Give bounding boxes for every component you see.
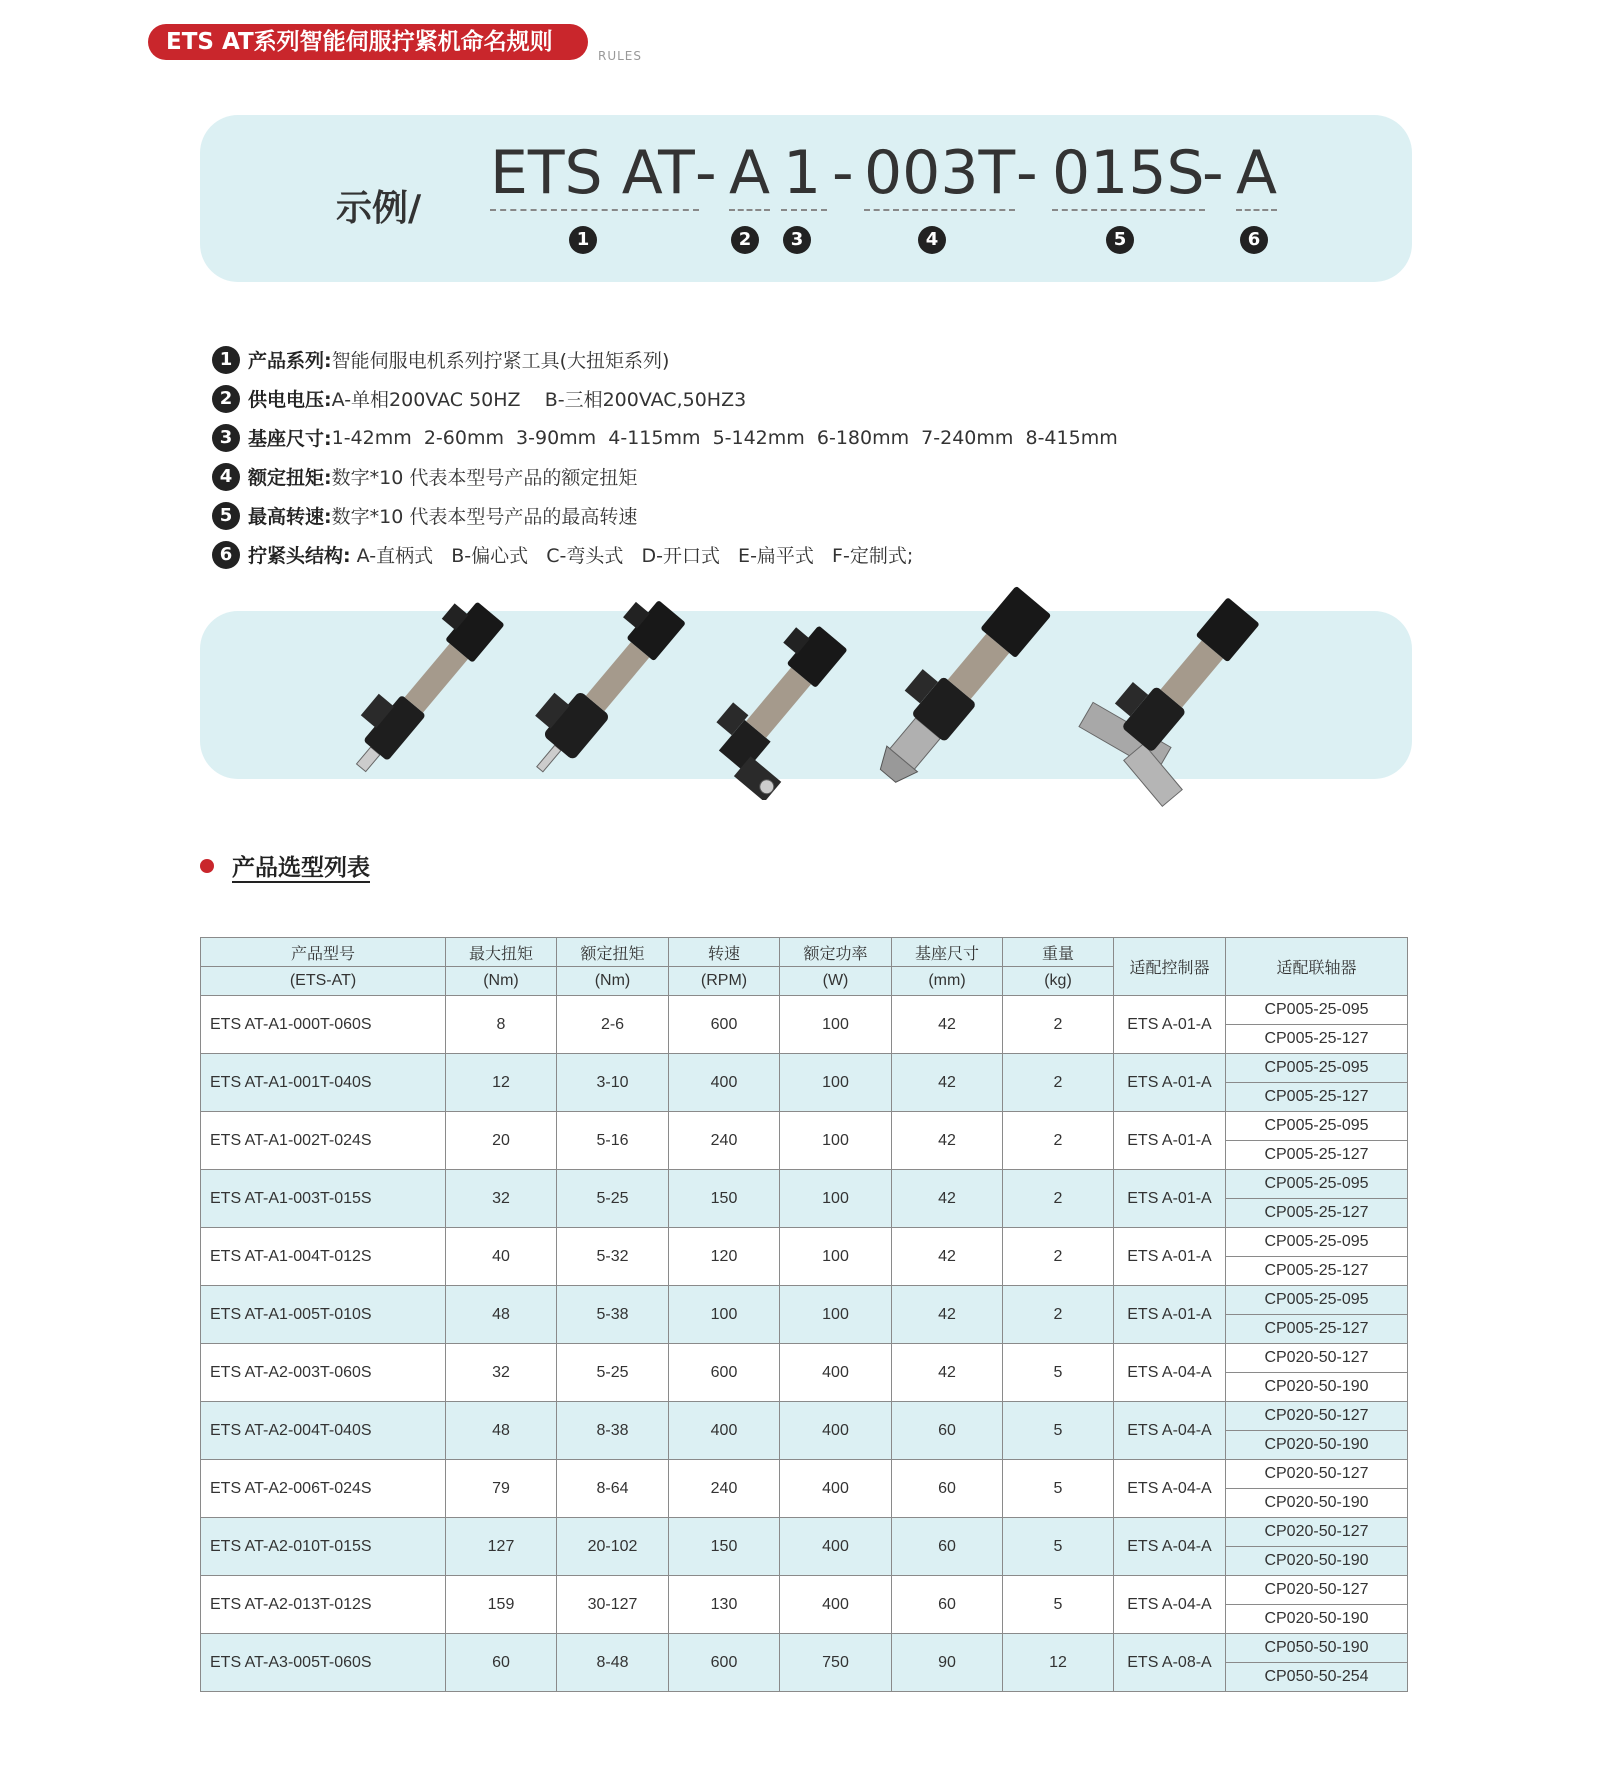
cell-controller: ETS A-04-A [1114,1460,1226,1518]
cell-weight: 5 [1003,1576,1114,1634]
cell-model: ETS AT-A1-000T-060S [201,996,446,1054]
table-header [201,938,1408,996]
cell-model: ETS AT-A1-004T-012S [201,1228,446,1286]
cell-base-size: 42 [892,1228,1003,1286]
cell-speed: 240 [669,1460,780,1518]
definition-item [212,379,1118,418]
cell-max-torque: 8 [446,996,557,1054]
page-title-banner [148,24,588,60]
cell-speed: 400 [669,1054,780,1112]
definition-value: A-直柄式 B-偏心式 C-弯头式 D-开口式 E-扁平式 F-定制式; [350,545,914,567]
cell-base-size: 60 [892,1576,1003,1634]
cell-coupling: CP020-50-190 [1226,1373,1408,1402]
cell-power: 100 [780,1112,892,1170]
cell-model: ETS AT-A1-005T-010S [201,1286,446,1344]
definition-number: 5 [212,502,240,530]
cell-model: ETS AT-A1-003T-015S [201,1170,446,1228]
cell-controller: ETS A-01-A [1114,996,1226,1054]
cell-base-size: 42 [892,1054,1003,1112]
definition-key: 产品系列: [248,350,332,372]
marker-5: 5 [1106,226,1134,254]
cell-base-size: 42 [892,996,1003,1054]
definition-number: 2 [212,385,240,413]
definition-item [212,457,1118,496]
cell-power: 100 [780,1228,892,1286]
cell-coupling: CP005-25-095 [1226,1286,1408,1315]
cell-max-torque: 127 [446,1518,557,1576]
definition-value: 1-42mm 2-60mm 3-90mm 4-115mm 5-142mm 6-180mm 7-240mm 8-415mm [331,426,1118,449]
table-row [201,1054,1408,1083]
cell-speed: 240 [669,1112,780,1170]
cell-weight: 5 [1003,1518,1114,1576]
cell-power: 400 [780,1576,892,1634]
cell-max-torque: 79 [446,1460,557,1518]
definition-number: 6 [212,541,240,569]
cell-power: 400 [780,1460,892,1518]
definition-key: 拧紧头结构: [248,545,351,567]
cell-weight: 2 [1003,1112,1114,1170]
cell-weight: 2 [1003,1286,1114,1344]
cell-rated-torque: 20-102 [557,1518,669,1576]
header-power-top: 额定功率 [780,938,892,967]
code-part-voltage: A [729,138,770,208]
rules-subtitle: RULES [598,49,643,63]
definition-key: 供电电压: [248,389,332,411]
cell-weight: 5 [1003,1460,1114,1518]
cell-rated-torque: 5-16 [557,1112,669,1170]
cell-max-torque: 159 [446,1576,557,1634]
cell-coupling: CP005-25-127 [1226,1315,1408,1344]
cell-speed: 400 [669,1402,780,1460]
header-rated-torque-top: 额定扭矩 [557,938,669,967]
cell-coupling: CP005-25-127 [1226,1025,1408,1054]
cell-base-size: 42 [892,1112,1003,1170]
code-part-base: 1 [783,138,821,208]
cell-model: ETS AT-A2-004T-040S [201,1402,446,1460]
cell-base-size: 42 [892,1344,1003,1402]
cell-speed: 100 [669,1286,780,1344]
definition-value: 数字*10 代表本型号产品的额定扭矩 [331,467,638,489]
definition-key: 额定扭矩: [248,467,332,489]
table-row [201,1170,1408,1199]
cell-coupling: CP005-25-127 [1226,1199,1408,1228]
cell-coupling: CP020-50-127 [1226,1460,1408,1489]
cell-coupling: CP005-25-095 [1226,996,1408,1025]
cell-base-size: 60 [892,1402,1003,1460]
code-part-head: A [1236,138,1277,208]
code-separator: - [1016,138,1038,208]
code-separator: - [832,138,854,208]
definition-key: 基座尺寸: [248,428,332,450]
cell-weight: 2 [1003,996,1114,1054]
table-row [201,1112,1408,1141]
table-row [201,1228,1408,1257]
code-separator: - [1202,138,1224,208]
cell-base-size: 90 [892,1634,1003,1692]
cell-model: ETS AT-A2-010T-015S [201,1518,446,1576]
tool-flat-image [1040,575,1280,815]
table-header-row [201,938,1408,967]
table-row [201,1634,1408,1663]
code-part-speed: 015S [1052,138,1205,208]
cell-speed: 600 [669,1634,780,1692]
header-rated-torque-unit: (Nm) [557,967,669,996]
cell-controller: ETS A-04-A [1114,1576,1226,1634]
cell-rated-torque: 30-127 [557,1576,669,1634]
cell-rated-torque: 2-6 [557,996,669,1054]
cell-speed: 150 [669,1170,780,1228]
cell-max-torque: 12 [446,1054,557,1112]
cell-coupling: CP020-50-190 [1226,1547,1408,1576]
cell-coupling: CP005-25-095 [1226,1112,1408,1141]
cell-coupling: CP020-50-127 [1226,1576,1408,1605]
cell-power: 750 [780,1634,892,1692]
table-body [201,996,1408,1692]
cell-coupling: CP020-50-127 [1226,1402,1408,1431]
cell-base-size: 60 [892,1518,1003,1576]
cell-coupling: CP005-25-095 [1226,1228,1408,1257]
cell-max-torque: 48 [446,1402,557,1460]
cell-speed: 130 [669,1576,780,1634]
header-power-unit: (W) [780,967,892,996]
cell-coupling: CP020-50-190 [1226,1431,1408,1460]
cell-rated-torque: 8-38 [557,1402,669,1460]
table-row [201,1286,1408,1315]
cell-base-size: 42 [892,1286,1003,1344]
definition-item [212,418,1118,457]
cell-controller: ETS A-04-A [1114,1518,1226,1576]
definition-key: 最高转速: [248,506,332,528]
naming-definitions [212,340,1118,574]
cell-model: ETS AT-A2-006T-024S [201,1460,446,1518]
cell-controller: ETS A-04-A [1114,1344,1226,1402]
cell-controller: ETS A-01-A [1114,1112,1226,1170]
table-row [201,1402,1408,1431]
cell-speed: 120 [669,1228,780,1286]
cell-coupling: CP050-50-254 [1226,1663,1408,1692]
cell-max-torque: 60 [446,1634,557,1692]
cell-speed: 600 [669,996,780,1054]
header-speed-unit: (RPM) [669,967,780,996]
page-title: ETS AT系列智能伺服拧紧机命名规则 [166,29,553,55]
definition-number: 4 [212,463,240,491]
cell-coupling: CP020-50-127 [1226,1518,1408,1547]
cell-rated-torque: 5-25 [557,1344,669,1402]
code-separator: - [695,138,717,208]
cell-max-torque: 32 [446,1344,557,1402]
cell-coupling: CP020-50-190 [1226,1489,1408,1518]
header-weight-top: 重量 [1003,938,1114,967]
code-part-torque: 003T [864,138,1015,208]
cell-rated-torque: 5-32 [557,1228,669,1286]
cell-max-torque: 20 [446,1112,557,1170]
table-row [201,1518,1408,1547]
header-model-unit: (ETS-AT) [201,967,446,996]
cell-weight: 5 [1003,1344,1114,1402]
marker-1: 1 [569,226,597,254]
cell-weight: 2 [1003,1228,1114,1286]
cell-model: ETS AT-A2-013T-012S [201,1576,446,1634]
table-row [201,1460,1408,1489]
cell-power: 400 [780,1344,892,1402]
header-controller: 适配控制器 [1114,938,1226,996]
cell-max-torque: 48 [446,1286,557,1344]
cell-rated-torque: 5-25 [557,1170,669,1228]
definition-item [212,535,1118,574]
header-speed-top: 转速 [669,938,780,967]
cell-controller: ETS A-08-A [1114,1634,1226,1692]
definition-item [212,496,1118,535]
marker-3: 3 [783,226,811,254]
cell-max-torque: 40 [446,1228,557,1286]
cell-controller: ETS A-01-A [1114,1286,1226,1344]
cell-controller: ETS A-04-A [1114,1402,1226,1460]
product-selection-table [200,937,1408,1692]
header-coupling: 适配联轴器 [1226,938,1408,996]
marker-2: 2 [731,226,759,254]
cell-coupling: CP020-50-190 [1226,1605,1408,1634]
definition-number: 3 [212,424,240,452]
cell-base-size: 42 [892,1170,1003,1228]
cell-rated-torque: 8-64 [557,1460,669,1518]
cell-rated-torque: 8-48 [557,1634,669,1692]
cell-controller: ETS A-01-A [1114,1170,1226,1228]
cell-weight: 2 [1003,1054,1114,1112]
definition-item [212,340,1118,379]
cell-coupling: CP005-25-127 [1226,1141,1408,1170]
cell-speed: 600 [669,1344,780,1402]
cell-power: 100 [780,996,892,1054]
cell-power: 100 [780,1054,892,1112]
cell-max-torque: 32 [446,1170,557,1228]
cell-weight: 2 [1003,1170,1114,1228]
cell-rated-torque: 3-10 [557,1054,669,1112]
definition-value: 智能伺服电机系列拧紧工具(大扭矩系列) [331,350,670,372]
cell-weight: 5 [1003,1402,1114,1460]
cell-power: 400 [780,1518,892,1576]
marker-4: 4 [918,226,946,254]
cell-rated-torque: 5-38 [557,1286,669,1344]
header-model-top: 产品型号 [201,938,446,967]
cell-coupling: CP005-25-127 [1226,1083,1408,1112]
code-part-series: ETS AT [490,138,695,208]
section-title [200,849,370,882]
cell-base-size: 60 [892,1460,1003,1518]
cell-coupling: CP005-25-095 [1226,1054,1408,1083]
cell-coupling: CP020-50-127 [1226,1344,1408,1373]
header-max-torque-top: 最大扭矩 [446,938,557,967]
cell-controller: ETS A-01-A [1114,1054,1226,1112]
cell-coupling: CP005-25-127 [1226,1257,1408,1286]
table-row [201,1344,1408,1373]
header-max-torque-unit: (Nm) [446,967,557,996]
definition-value: A-单相200VAC 50HZ B-三相200VAC,50HZ3 [331,389,747,411]
cell-power: 100 [780,1170,892,1228]
table-row [201,1576,1408,1605]
cell-model: ETS AT-A1-001T-040S [201,1054,446,1112]
cell-weight: 12 [1003,1634,1114,1692]
cell-speed: 150 [669,1518,780,1576]
cell-coupling: CP005-25-095 [1226,1170,1408,1199]
example-label: 示例/ [336,188,422,229]
section-title-text: 产品选型列表 [232,855,370,881]
cell-coupling: CP050-50-190 [1226,1634,1408,1663]
cell-controller: ETS A-01-A [1114,1228,1226,1286]
cell-model: ETS AT-A2-003T-060S [201,1344,446,1402]
table-row [201,996,1408,1025]
header-base-top: 基座尺寸 [892,938,1003,967]
marker-6: 6 [1240,226,1268,254]
definition-number: 1 [212,346,240,374]
bullet-dot [200,859,214,873]
cell-power: 100 [780,1286,892,1344]
cell-model: ETS AT-A3-005T-060S [201,1634,446,1692]
cell-model: ETS AT-A1-002T-024S [201,1112,446,1170]
cell-power: 400 [780,1402,892,1460]
definition-value: 数字*10 代表本型号产品的最高转速 [331,506,638,528]
header-base-unit: (mm) [892,967,1003,996]
header-weight-unit: (kg) [1003,967,1114,996]
